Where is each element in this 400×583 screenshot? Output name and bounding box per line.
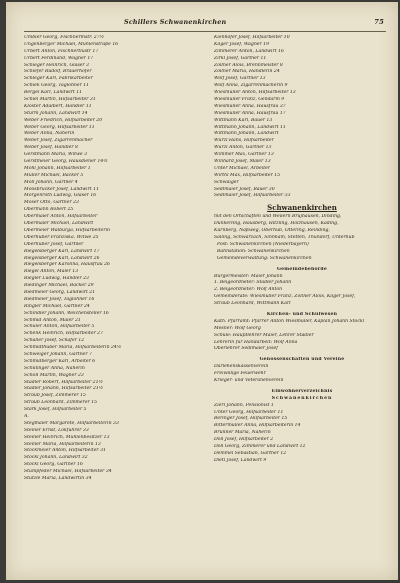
resident-entry: Stegmaier Margarete, Hilfsarbeiterin 33 <box>24 420 119 426</box>
district-line: Gemeindeverwaltung: Schwanenkirchen <box>217 255 312 261</box>
resident-entry: Steiner Maria, Hilfsarbeiterin 13 <box>24 441 101 447</box>
section-intro-line: mit den Ortschaften und Weilern Brujhausen, Dinding, <box>214 214 342 220</box>
resident-entry: Gerstmeier Georg, Hausdiener 14½ <box>24 159 108 165</box>
resident-entry: Schmid Anton, Maler 21 <box>24 317 81 323</box>
resident-entry: Stockmeier Anton, Hilfsarbeiter 31 <box>24 448 106 454</box>
resident-entry: Obermaier Michael, Landwirt <box>24 221 94 227</box>
subsection-line: Straub Leonhard, Wittmann Karl <box>214 301 291 307</box>
resident-entry: Riegler Ludwig, Händler 23 <box>24 276 89 282</box>
resident-entry: Riegelsberger Karolina, Hausfrau 26 <box>24 262 110 268</box>
resident-entry: Urbert Ferdinand, Wagner 17 <box>24 55 94 61</box>
resident-entry: Stadler Johann, Hilfsarbeiter 21½ <box>24 386 104 392</box>
resident-entry: Kilger Josef, Wagner 19 <box>214 41 270 47</box>
resident-entry: Moser Otto, Gärtner 23 <box>24 200 79 206</box>
resident-entry: Wiesmüller Anna, Hausfrau 37 <box>214 103 286 109</box>
resident-entry: Riedmeier Georg, Landwirt 21 <box>24 289 96 295</box>
document-page <box>6 2 398 580</box>
resident-entry: Straub Leonhard, Zimmerer 15 <box>24 400 98 406</box>
resident-entry: Schieger Heinrich, Glaser 3 <box>24 62 89 68</box>
resident-entry: Weber Georg, Hilfsarbeiter 11 <box>24 124 95 130</box>
resident-entry: Winhard Josef, Maler 13 <box>214 159 271 165</box>
header-rule <box>24 31 386 32</box>
resident-entry: Schiel Martin, Hilfsarbeiter 31 <box>24 97 96 103</box>
subsection-line: Doll Georg, Zimmerer und Landwirt 12 <box>214 443 306 449</box>
resident-entry: Schiek Georg, Taglöhner 11 <box>24 83 90 89</box>
resident-entry: Zollner Alois, Brennmeister 8 <box>214 62 283 68</box>
resident-entry: Schmidthuber Maria, Hilfsarbeiterin 24½ <box>24 345 122 351</box>
resident-entry: Riegelsberger Karl, Landwirt 17 <box>24 248 100 254</box>
subsection-line: Brunner Maria, Näherin <box>214 430 271 436</box>
resident-entry: Bergel Karl, Landwirt 11 <box>24 90 83 96</box>
resident-entry: Morgenroth Ludwig, Glaser 16 <box>24 193 97 199</box>
resident-entry: Riegelsberger Karl, Landwirt 26 <box>24 255 100 261</box>
resident-entry: Schmidberger Karl, Arbeiter 6 <box>24 358 96 364</box>
resident-entry: Riedmeier Josef, Taglöhner 16 <box>24 296 95 302</box>
resident-entry: Weber Josef, Händler 8 <box>24 145 78 151</box>
resident-entry: Wimmer Max, Gärtner 13 <box>214 152 274 158</box>
resident-entry: Müller Michael, Bäcker 5 <box>24 172 84 178</box>
page-number: 75 <box>374 18 384 26</box>
subsection-line: Schule: Hauptlehrer Maier, Lehrer Stadler <box>214 332 314 338</box>
resident-entry: Wittmann Johann, Landwirt <box>214 131 279 137</box>
resident-entry: Schleger Karl, Fabrikarbeiter <box>24 76 93 82</box>
subsection-line: Schwanenkirchen <box>271 395 333 401</box>
subsection-title: Einwohnerverzeichnis <box>271 388 333 394</box>
resident-entry: Wiesmüller Anton, Hilfsarbeiter 13 <box>214 90 296 96</box>
resident-entry: Kloster Adalbert, Händler 11 <box>24 103 92 109</box>
resident-entry: Schüler Anton, Hilfsarbeiter 5 <box>24 324 95 330</box>
subsection-line: Unter Georg, Hilfsarbeiter 11 <box>214 409 284 415</box>
resident-entry: Ringler Michael, Gärtner 24 <box>24 303 90 309</box>
resident-entry: Wittmann Johann, Landwirt 11 <box>214 124 286 130</box>
resident-entry: Sedlmaier Josef, Bauer 30 <box>214 186 275 192</box>
resident-entry: Obermeier Walburga, Hilfsarbeiterin <box>24 227 111 233</box>
resident-entry: Moosbrucker Josef, Landwirt 11 <box>24 186 99 192</box>
resident-entry: Oberhuber Franziska, Witwe 25 <box>24 234 99 240</box>
resident-entry: Schweiger Johann, Gärtner 7 <box>24 351 92 357</box>
resident-entry: A. <box>24 413 29 419</box>
subsection-line: Gemeinderäte: Wiesmüller Franz, Zollner Alois, Kilger Josef, <box>214 294 356 300</box>
resident-entry: Stöckl Georg, Gärtner 16 <box>24 462 83 468</box>
resident-entry: Schwaiger <box>214 179 239 185</box>
resident-entry: Moll Johann, Gärtner 4 <box>24 179 78 185</box>
subsection-line: Krieger- und Veteranenverein <box>214 377 284 383</box>
subsection-line: Demmel Sebastian, Gärtner 12 <box>214 450 287 456</box>
subsection-line: Bittermüller Anna, Hilfsarbeiterin 14 <box>214 423 301 429</box>
subsection-line: Oberlehrer Sedlmaier Josef <box>214 346 278 352</box>
right-column <box>214 35 390 465</box>
resident-entry: Obermaier Anton, Hilfsarbeiter <box>24 214 98 220</box>
resident-entry: Riedinger Michael, Bäcker 29 <box>24 283 94 289</box>
resident-entry: Wolf Josef, Gärtner 13 <box>214 76 266 82</box>
resident-entry: Sturm Johann, Landwirt 14 <box>24 110 88 116</box>
resident-entry: Stadler Robert, Hilfsarbeiter 21½ <box>24 379 103 385</box>
resident-entry: Schiefer Rudolf, Bräuerhofer <box>24 69 92 75</box>
resident-entry: Schöll Martin, Wagner 23 <box>24 372 84 378</box>
rail-line: Bahnstation: Schwanenkirchen <box>217 248 290 254</box>
resident-entry: Unter Michael, Arbeiter <box>214 165 271 171</box>
resident-entry: Wirthl Max, Hilfsarbeiter 15 <box>214 172 281 178</box>
resident-entry: Stumpfeder Michael, Hilfsarbeiter 34 <box>24 469 112 475</box>
resident-entry: Umbier Georg, Flschnermstr. 27½ <box>24 35 105 40</box>
resident-entry: Wiesmüller Franz, Gendarm 9 <box>214 97 285 103</box>
running-head: Schillers Schwanenkirchen <box>124 18 227 26</box>
resident-entry: Wittmann Karl, Bauer 13 <box>214 117 273 123</box>
section-title: Schwanenkirchen <box>267 203 337 213</box>
subsection-line: Mesner: Wolf Georg <box>214 325 261 331</box>
left-column <box>24 35 200 483</box>
post-line: Post: Schwanenkirchen (Niederbayern) <box>217 241 309 247</box>
subsection-title: Kirchen- und Schulwesen <box>266 311 338 317</box>
resident-entry: Gerstmann Maria, Witwe 3 <box>24 152 88 158</box>
subsection-line: Dietl Josef, Landwirt 9 <box>214 457 267 463</box>
resident-entry: Schindler Johann, Weichensteller 16 <box>24 310 109 316</box>
resident-entry: Schillinger Anna, Näherin <box>24 365 85 371</box>
resident-entry: Schenk Heinrich, Hilfsarbeiter 27 <box>24 331 103 337</box>
subsection-line: 1. Beigeordneter: Stadler Johann <box>214 280 292 286</box>
resident-entry: Wolf Anna, Zigarrenmacherin 9 <box>214 83 288 89</box>
resident-entry: Zirkl Josef, Gärtner 11 <box>214 55 267 61</box>
subsection-line: Lehrerin für Handarbeit: Wolf Anna <box>214 339 298 345</box>
resident-entry: Würzl Anton, Gärtner 13 <box>214 145 272 151</box>
section-intro-line: Kürnberg, Naßweg, Oberhub, Ottering, Reinding, <box>214 228 330 234</box>
resident-entry: Sedlmaier Josef, Hilfsarbeiter 33 <box>214 193 291 199</box>
subsection-line: Bürgermeister: Maier Johann <box>214 273 283 279</box>
resident-entry: Würzl Hans, Hilfsarbeiter <box>214 138 274 144</box>
resident-entry: Weber Anna, Näherin <box>24 131 75 137</box>
resident-entry: Steiner Heinrich, Mühlenbesitzer 13 <box>24 434 110 440</box>
subsection-line: Darlehenskassenverein <box>214 364 269 370</box>
subsection-line: Beringer Josef, Hilfsarbeiter 15 <box>214 416 288 422</box>
subsection-line: 2. Beigeordneter: Wolf Anton <box>214 287 283 293</box>
resident-entry: Zollner Maria, Händlerin 24 <box>214 69 280 75</box>
subsection-title: Genossenschaften und Vereine <box>259 357 345 363</box>
subsection-line: Freiwillige Feuerwehr <box>214 371 266 377</box>
resident-entry: Obermann Robert 25 <box>24 207 74 213</box>
resident-entry: Stützle Maria, Landwirtin 34 <box>24 476 92 481</box>
resident-entry: Riegel Anton, Maler 13 <box>24 269 79 275</box>
subsection-line: Doll Josef, Hilfsarbeiter 2 <box>214 437 274 443</box>
resident-entry: Steiner Ernst, Lokführer 33 <box>24 427 89 433</box>
subsection-title: Gemeindebehörde <box>277 266 327 272</box>
resident-entry: Ungenberger Michael, Mühlenstraße 16 <box>24 41 119 47</box>
section-intro-line: Salling, Schwarzach, Sinnham, Stetten, Thundorf, Unterhub <box>214 235 355 241</box>
resident-entry: Zimmerer Anton, Landwirt 16 <box>214 48 284 54</box>
resident-entry: Wiesmüller Anna, Hausfrau 17 <box>214 110 286 116</box>
resident-entry: Straub Josef, Zimmerer 15 <box>24 393 86 399</box>
resident-entry: Weber Josef, Zigarrenmacher <box>24 138 93 144</box>
resident-entry: Kienhofer Josef, Hilfsarbeiter 10 <box>214 35 290 40</box>
resident-entry: Urbert Anton, Flschnertlustr 17 <box>24 48 99 54</box>
subsection-line: Zierl Johann, Pensionist 1 <box>214 402 274 408</box>
resident-entry: Schaller Josef, Schäfer 12 <box>24 338 85 344</box>
resident-entry: Weber Friedrich, Hilfsarbeiter 20 <box>24 117 103 123</box>
resident-entry: Oberhuber Josef, Gärtner <box>24 241 84 247</box>
section-intro-line: Dunkerling, Hausberg, Hitzling, Holzhausen, Kading, <box>214 221 339 227</box>
subsection-line: Kath. Pfarramt: Pfarrer Anton Wiesmüller, Kaplan Johann Stöckl <box>214 318 365 324</box>
resident-entry: Stark Josef, Hilfsarbeiter 5 <box>24 407 87 413</box>
resident-entry: Stöckl Johann, Landwirt 32 <box>24 455 88 461</box>
resident-entry: Möhl Johann, Hilfsarbeiter 1 <box>24 165 91 171</box>
